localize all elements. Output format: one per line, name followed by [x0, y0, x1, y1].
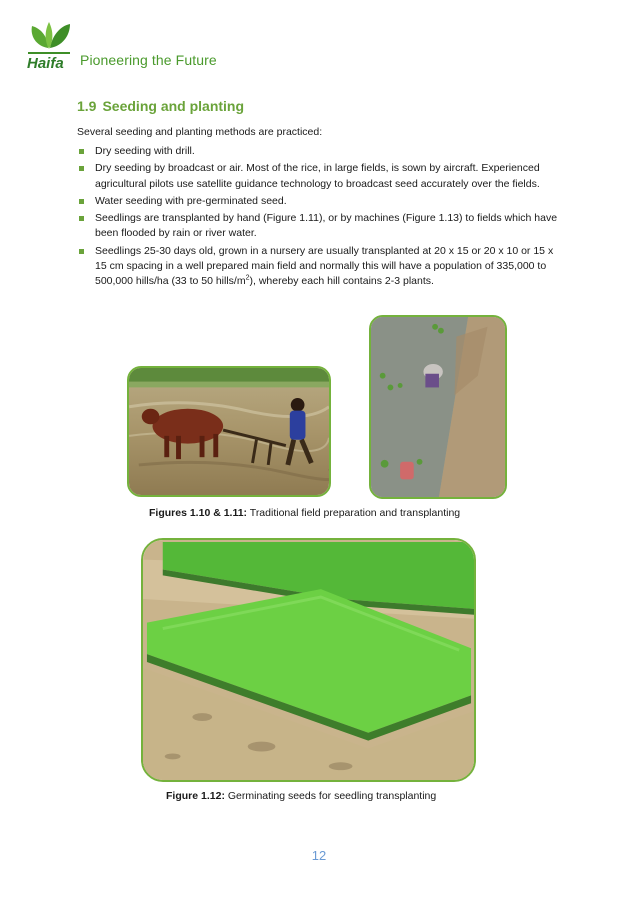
- list-item: [77, 244, 567, 290]
- figure-transplanting-photo: [369, 315, 507, 499]
- page-number: 12: [311, 848, 327, 863]
- figure-seedling-nursery-photo: [141, 538, 476, 782]
- bullet-square-icon: [79, 216, 84, 221]
- bullet-square-icon: [79, 249, 84, 254]
- list-item-text: Dry seeding with drill.: [95, 145, 195, 157]
- figure-ox-ploughing-photo: [127, 366, 331, 497]
- list-item: [77, 161, 567, 192]
- list-item: [77, 211, 567, 242]
- bullet-square-icon: [79, 149, 84, 154]
- list-item-text-part: ), whereby each hill contains 2-3 plants.: [249, 275, 434, 288]
- brand-tagline: Pioneering the Future: [80, 52, 217, 68]
- figure-caption: [166, 790, 436, 802]
- list-item-text: Dry seeding by broadcast or air. Most of the rice, in large fields, is sown by aircraft. Experienced agricultural pilots use satellite guidance technology to broadcast seed accurately over the fields.: [95, 162, 540, 190]
- section-number: 1.9: [77, 98, 97, 114]
- figure-caption-label: Figure 1.12:: [166, 790, 225, 802]
- haifa-logo: [26, 18, 72, 70]
- figure-caption-label: Figures 1.10 & 1.11:: [149, 507, 248, 519]
- seeding-methods-list: [77, 144, 567, 292]
- superscript: 2: [245, 274, 250, 282]
- section-title-text: Seeding and planting: [102, 98, 245, 114]
- intro-paragraph: Several seeding and planting methods are practiced:: [77, 126, 323, 138]
- figure-caption-text: Germinating seeds for seedling transplanting: [224, 790, 437, 802]
- figure-caption-text: Traditional field preparation and transplanting: [247, 507, 461, 519]
- list-item-text: [95, 245, 553, 288]
- list-item: [77, 194, 567, 209]
- list-item-text-part: Seedlings 25-30 days old, grown in a nursery are usually transplanted at 20 x 15 or 20 x 10 or 15 x 15 cm spacing in a well prepared main field and normally this will have a population of 335,000 to 500,000 hills/ha (33 to 50 hills/m: [95, 244, 554, 288]
- list-item-text: Seedlings are transplanted by hand (Figure 1.11), or by machines (Figure 1.13) to fields which have been flooded by rain or river water.: [95, 212, 558, 240]
- list-item-text: Water seeding with pre-germinated seed.: [95, 194, 287, 207]
- list-item: [77, 144, 567, 159]
- svg-text:Haifa: Haifa: [27, 55, 64, 70]
- bullet-square-icon: [79, 166, 84, 171]
- figure-caption: [149, 507, 460, 519]
- section-title: [77, 98, 244, 114]
- bullet-square-icon: [79, 199, 84, 204]
